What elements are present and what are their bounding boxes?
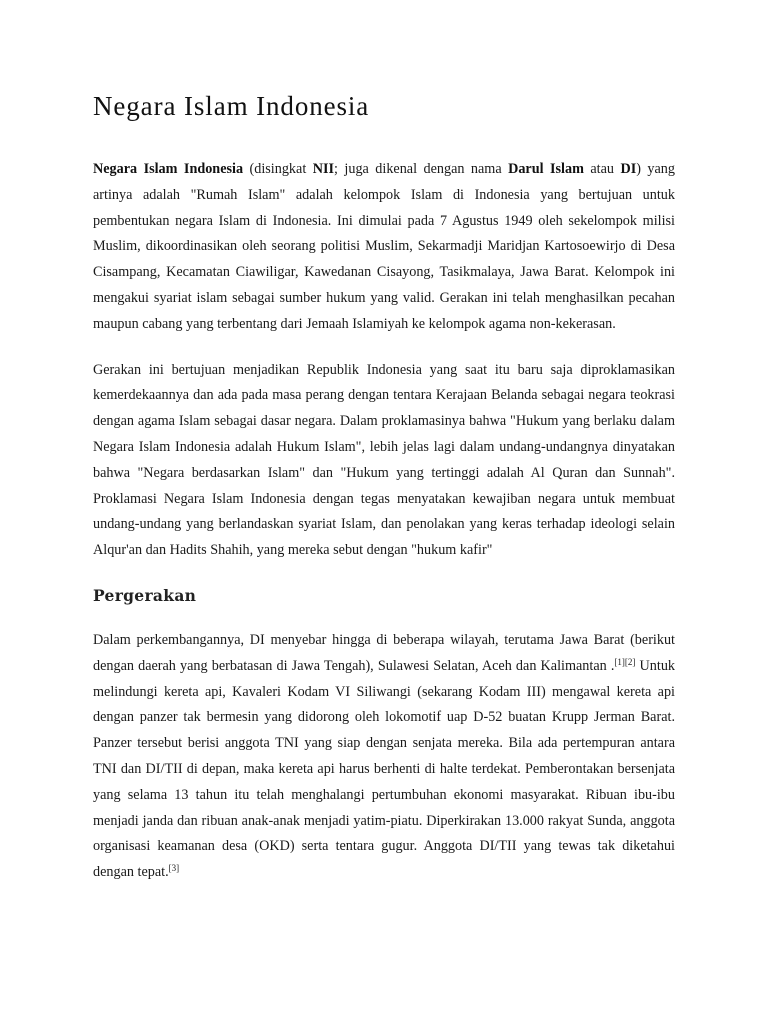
citation-ref[interactable]: [1][2] [614, 656, 636, 667]
bold-term: Darul Islam [508, 161, 584, 177]
goal-paragraph [93, 358, 675, 564]
section-heading-pergerakan: Pergerakan [93, 585, 197, 605]
bold-term: DI [620, 161, 637, 177]
movement-paragraph [93, 628, 675, 886]
text-run: Gerakan ini bertujuan menjadikan Republik Indonesia yang saat itu baru saja diproklamasikan kemerdekaannya dan ada pada masa perang dengan tentara Kerajaan Belanda sebagai negara teokrasi dengan agama Islam sebagai dasar negara. Dalam proklamasinya bahwa "Hukum yang berlaku dalam Negara Islam Indonesia adalah Hukum Islam", lebih jelas lagi dalam undang-undangnya dinyatakan bahwa "Negara berdasarkan Islam" dan "Hukum yang tertinggi adalah Al Quran dan Sunnah". Proklamasi Negara Islam Indonesia dengan tegas menyatakan kewajiban negara untuk membuat undang-undang yang berlandaskan syariat Islam, dan penolakan yang keras terhadap ideologi selain Alqur'an dan Hadits Shahih, yang mereka sebut dengan "hukum kafir" [93, 361, 675, 559]
text-run: atau [583, 161, 621, 177]
article [93, 88, 675, 906]
text-run: Untuk melindungi kereta api, Kavaleri Kodam VI Siliwangi (sekarang Kodam III) mengawal kereta api dengan panzer tak bermesin yang didorong oleh lokomotif uap D-52 buatan Krupp Jerman Barat. Panzer tersebut berisi anggota TNI yang siap dengan senjata mereka. Bila ada pertempuran antara TNI dan DI/TII di depan, maka kereta api harus berhenti di halte terdekat. Pemberontakan bersenjata yang selama 13 tahun itu telah menghalangi pertumbuhan ekonomi masyarakat. Ribuan ibu-ibu menjadi janda dan ribuan anak-anak menjadi yatim-piatu. Diperkirakan 13.000 rakyat Sunda, anggota organisasi keamanan desa (OKD) serta tentara gugur. Anggota DI/TII yang tewas tak diketahui dengan tepat. [93, 657, 676, 881]
citation-ref[interactable]: [3] [168, 863, 180, 874]
intro-paragraph [93, 157, 675, 338]
text-run: (disingkat [243, 161, 313, 177]
bold-term: Negara Islam Indonesia [93, 161, 244, 177]
text-run: Dalam perkembangannya, DI menyebar hingga di beberapa wilayah, terutama Jawa Barat (berikut dengan daerah yang berbatasan di Jawa Tengah), Sulawesi Selatan, Aceh dan Kalimantan . [93, 631, 675, 674]
bold-term: NII [312, 161, 335, 177]
text-run: ; juga dikenal dengan nama [334, 161, 509, 177]
page-title: Negara Islam Indonesia [93, 91, 370, 121]
text-run: ) yang artinya adalah "Rumah Islam" adalah kelompok Islam di Indonesia yang bertujuan untuk pembentukan negara Islam di Indonesia. Ini dimulai pada 7 Agustus 1949 oleh sekelompok milisi Muslim, dikoordinasikan oleh seorang politisi Muslim, Sekarmadji Maridjan Kartosoewirjo di Desa Cisampang, Kecamatan Ciawiligar, Kawedanan Cisayong, Tasikmalaya, Jawa Barat. Kelompok ini mengakui syariat islam sebagai sumber hukum yang valid. Gerakan ini telah menghasilkan pecahan maupun cabang yang terbentang dari Jemaah Islamiyah ke kelompok agama non-kekerasan. [93, 161, 675, 332]
